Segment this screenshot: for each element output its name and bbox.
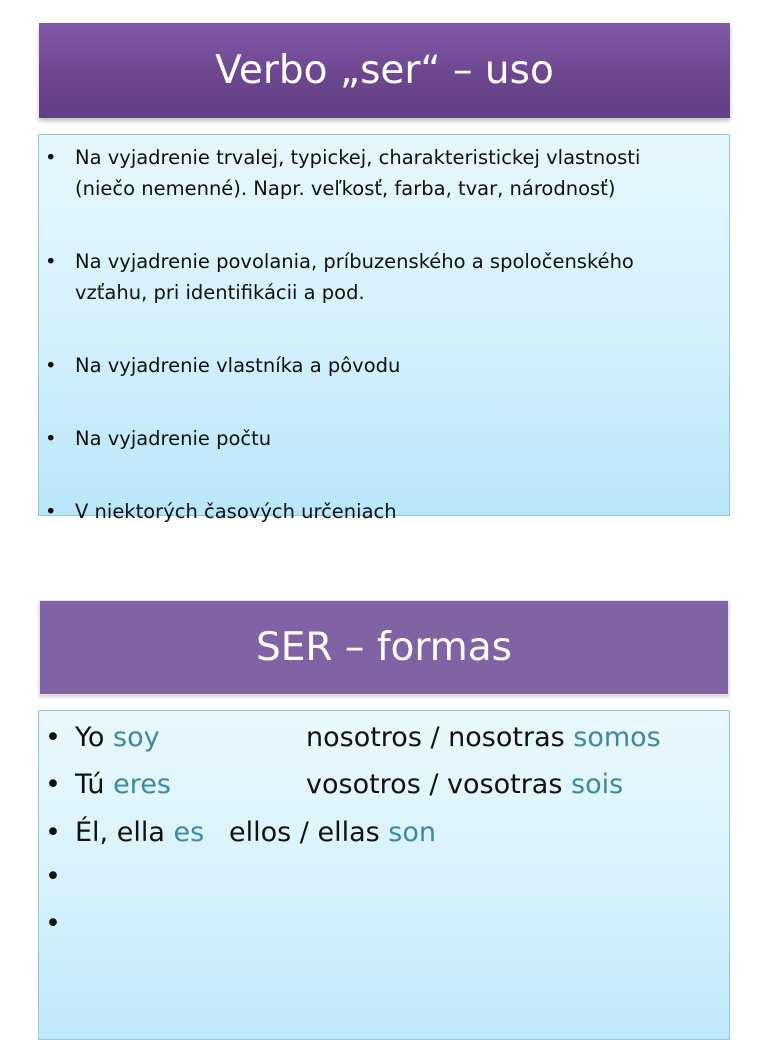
form-sois: sois: [571, 769, 624, 800]
pronoun-el-ella: Él, ella: [75, 817, 174, 848]
bullet-1-line-1: Na vyjadrenie trvalej, typickej, charakteristickej vlastnosti: [75, 146, 641, 169]
pronoun-yo: Yo: [75, 722, 114, 753]
form-soy: soy: [113, 722, 160, 753]
form-es: es: [173, 817, 205, 848]
bullet-icon: •: [45, 769, 61, 800]
bullet-icon: •: [45, 354, 57, 377]
bullet-3-text: Na vyjadrenie vlastníka a pôvodu: [75, 354, 401, 377]
pronoun-ellos: ellos / ellas: [229, 817, 389, 848]
bullet-icon: •: [45, 146, 57, 169]
bullet-2-line-1: Na vyjadrenie povolania, príbuzenského a spoločenského: [75, 250, 634, 273]
bullet-5-text: V niektorých časových určeniach: [75, 500, 397, 523]
bullet-icon: •: [45, 427, 57, 450]
slide2-title-bar: [39, 600, 729, 695]
bullet-icon: •: [45, 250, 57, 273]
form-eres: eres: [113, 769, 171, 800]
bullet-1-line-2: (niečo nemenné). Napr. veľkosť, farba, tvar, národnosť): [75, 177, 616, 200]
pronoun-nosotros: nosotros / nosotras: [306, 722, 574, 753]
bullet-icon: •: [45, 817, 61, 848]
bullet-icon: •: [45, 722, 61, 753]
slide2-content-panel: [38, 710, 730, 1040]
bullet-icon: •: [45, 908, 61, 939]
bullet-icon: •: [45, 861, 61, 892]
bullet-2-line-2: vzťahu, pri identifikácii a pod.: [75, 281, 365, 304]
bullet-icon: •: [45, 500, 57, 523]
slide2-title: SER – formas: [256, 625, 512, 670]
bullet-4-text: Na vyjadrenie počtu: [75, 427, 272, 450]
slide1-content-panel: [38, 134, 730, 523]
pronoun-tu: Tú: [75, 769, 114, 800]
form-son: son: [388, 817, 436, 848]
slide1-title: Verbo „ser“ – uso: [215, 48, 554, 93]
pronoun-vosotros: vosotros / vosotras: [306, 769, 571, 800]
form-somos: somos: [573, 722, 661, 753]
slide1-title-bar: [39, 23, 730, 118]
